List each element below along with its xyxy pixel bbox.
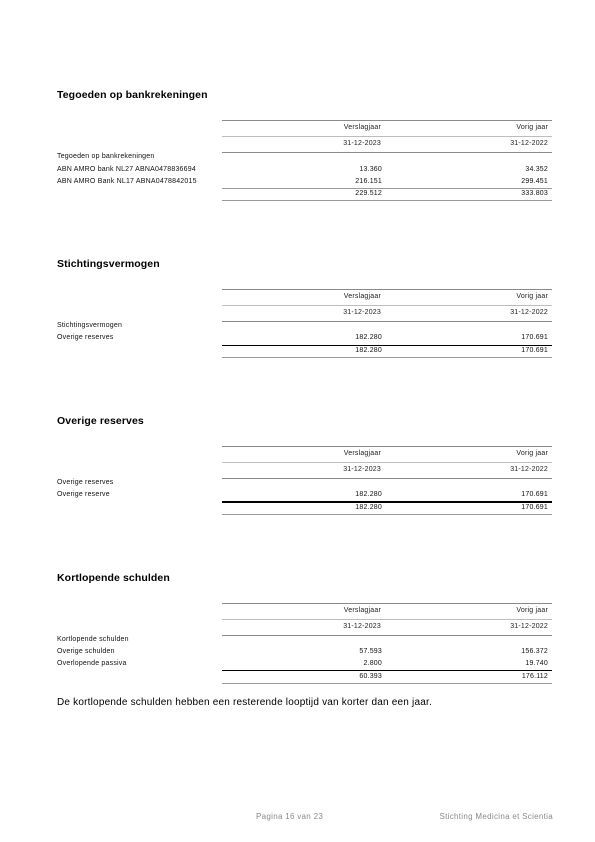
column-current-date: 31-12-2023	[343, 140, 381, 147]
row-current-value: 216.151	[355, 178, 382, 185]
row-previous-value: 19.740	[525, 660, 548, 667]
row-label: Overlopende passiva	[57, 660, 127, 667]
group-label: Kortlopende schulden	[57, 636, 129, 643]
subtotal-line	[222, 188, 552, 189]
total-current-value: 182.280	[355, 504, 382, 511]
total-previous-value: 333.803	[521, 190, 548, 197]
column-current-date: 31-12-2023	[343, 466, 381, 473]
row-label: Overige reserves	[57, 334, 114, 341]
column-previous-date: 31-12-2022	[510, 466, 548, 473]
row-current-value: 57.593	[359, 648, 382, 655]
row-label: Overige reserve	[57, 491, 110, 498]
total-current-value: 60.393	[359, 673, 382, 680]
column-header	[222, 120, 552, 153]
column-current-date: 31-12-2023	[343, 309, 381, 316]
row-previous-value: 170.691	[521, 491, 548, 498]
column-current-label: Verslagjaar	[343, 607, 381, 614]
column-header	[222, 446, 552, 479]
column-previous-label: Vorig jaar	[516, 450, 548, 457]
row-previous-value: 34.352	[525, 166, 548, 173]
row-previous-value: 170.691	[521, 334, 548, 341]
column-previous-date: 31-12-2022	[510, 623, 548, 630]
total-previous-value: 170.691	[521, 504, 548, 511]
section-title: Overige reserves	[57, 415, 144, 427]
total-line	[222, 200, 552, 201]
subtotal-line	[222, 501, 552, 503]
row-current-value: 182.280	[355, 491, 382, 498]
total-previous-value: 176.112	[521, 673, 548, 680]
group-label: Stichtingsvermogen	[57, 322, 123, 329]
group-label: Overige reserves	[57, 479, 114, 486]
total-previous-value: 170.691	[521, 347, 548, 354]
row-label: ABN AMRO Bank NL17 ABNA0478842015	[57, 178, 197, 185]
total-current-value: 182.280	[355, 347, 382, 354]
column-previous-date: 31-12-2022	[510, 140, 548, 147]
group-label: Tegoeden op bankrekeningen	[57, 153, 155, 160]
row-current-value: 13.360	[359, 166, 382, 173]
row-current-value: 182.280	[355, 334, 382, 341]
row-label: ABN AMRO bank NL27 ABNA0478836694	[57, 166, 196, 173]
row-previous-value: 156.372	[521, 648, 548, 655]
column-current-label: Verslagjaar	[343, 293, 381, 300]
section-title: Stichtingsvermogen	[57, 258, 160, 270]
column-header	[222, 289, 552, 322]
column-previous-date: 31-12-2022	[510, 309, 548, 316]
total-line	[222, 357, 552, 358]
total-line	[222, 683, 552, 684]
column-current-label: Verslagjaar	[343, 450, 381, 457]
column-header	[222, 603, 552, 636]
row-label: Overige schulden	[57, 648, 115, 655]
total-current-value: 229.512	[355, 190, 382, 197]
row-previous-value: 299.451	[521, 178, 548, 185]
subtotal-line	[222, 345, 552, 346]
page-number: Pagina 16 van 23	[256, 812, 324, 821]
column-current-date: 31-12-2023	[343, 623, 381, 630]
column-previous-label: Vorig jaar	[516, 293, 548, 300]
section-title: Tegoeden op bankrekeningen	[57, 89, 208, 101]
column-previous-label: Vorig jaar	[516, 124, 548, 131]
liabilities-note: De kortlopende schulden hebben een resterende looptijd van korter dan een jaar.	[57, 697, 432, 708]
row-current-value: 2.800	[363, 660, 382, 667]
column-current-label: Verslagjaar	[343, 124, 381, 131]
footer-organization: Stichting Medicina et Scientia	[439, 812, 553, 821]
total-line	[222, 514, 552, 515]
subtotal-line	[222, 670, 552, 671]
section-title: Kortlopende schulden	[57, 572, 170, 584]
column-previous-label: Vorig jaar	[516, 607, 548, 614]
